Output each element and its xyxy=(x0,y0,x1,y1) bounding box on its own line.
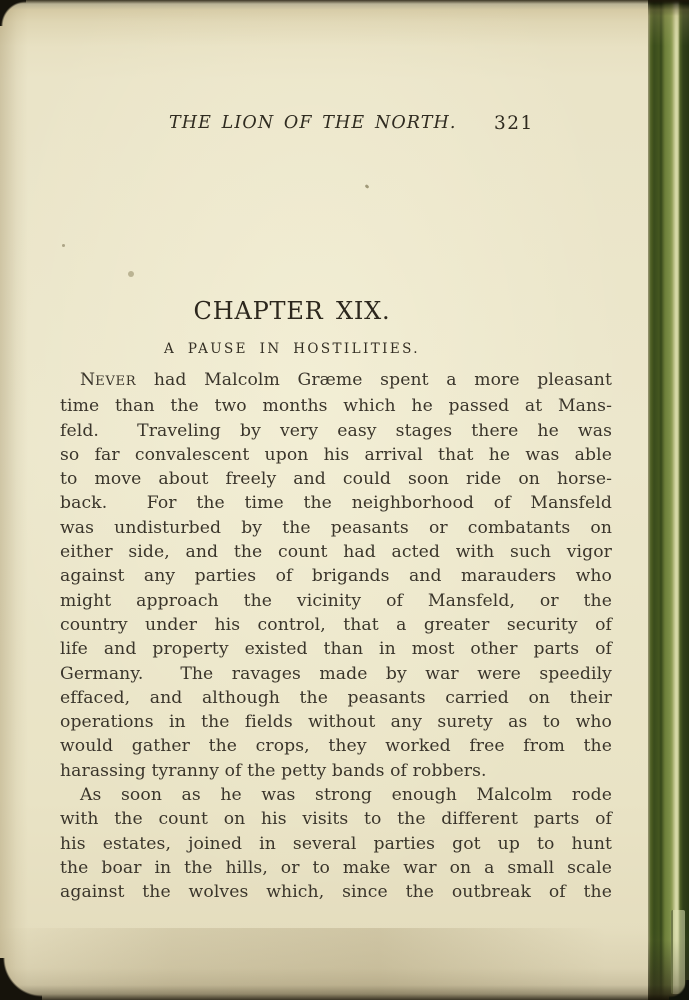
dropword-smallcaps: EVER xyxy=(95,374,137,389)
dropword-initial: N xyxy=(80,370,96,390)
paper-speck xyxy=(62,244,65,247)
chapter-subtitle: A PAUSE IN HOSTILITIES. xyxy=(163,341,421,357)
scan-corner-bottom-left xyxy=(0,958,42,1000)
text-line: effaced, and although the peasants carried on their xyxy=(60,687,612,708)
book-edge-inset xyxy=(671,910,685,994)
scan-corner-top-left xyxy=(0,0,26,26)
text-line: harassing tyranny of the petty bands of robbers. xyxy=(60,760,487,781)
text-line: Germany. The ravages made by war were speedily xyxy=(60,663,612,684)
text-line: feld. Traveling by very easy stages there he was xyxy=(60,420,612,441)
text-line: against any parties of brigands and marauders who xyxy=(60,566,612,587)
book-edge-stripe xyxy=(648,0,689,1000)
top-scan-shadow xyxy=(0,0,689,46)
text-line: might approach the vicinity of Mansfeld, or the xyxy=(60,590,612,611)
page-number: 321 xyxy=(494,113,534,134)
paper-speck xyxy=(128,271,134,277)
left-scan-shadow xyxy=(0,0,28,1000)
chapter-title: CHAPTER XIX. xyxy=(193,297,391,325)
text-line: time than the two months which he passed at Mans- xyxy=(60,396,612,417)
text-line: would gather the crops, they worked free from the xyxy=(60,736,612,757)
scan-corner-bottom-right xyxy=(669,980,689,1000)
text-line: country under his control, that a greater security of xyxy=(60,614,612,635)
text-line: against the wolves which, since the outbreak of the xyxy=(60,882,612,903)
text-line: so far convalescent upon his arrival that he was able xyxy=(60,444,612,465)
running-head xyxy=(0,113,689,139)
text-line: operations in the fields without any surety as to who xyxy=(60,712,612,733)
paper-speck xyxy=(365,184,370,189)
text-line: the boar in the hills, or to make war on a small scale xyxy=(60,857,612,878)
bottom-scan-shadow xyxy=(0,928,689,1000)
running-head-title: THE LION OF THE NORTH. xyxy=(169,113,457,133)
text-run: had Malcolm Græme spent a more pleasant xyxy=(136,370,612,390)
text-line: life and property existed than in most other parts of xyxy=(60,639,612,660)
text-line: with the count on his visits to the different parts of xyxy=(60,809,612,830)
text-line xyxy=(60,368,612,394)
text-line: either side, and the count had acted with such vigor xyxy=(60,542,612,563)
body-text xyxy=(60,368,612,905)
text-line: was undisturbed by the peasants or combatants on xyxy=(60,517,612,538)
text-line: back. For the time the neighborhood of Mansfeld xyxy=(60,493,612,514)
text-line: to move about freely and could soon ride on horse- xyxy=(60,469,612,490)
text-line: As soon as he was strong enough Malcolm rode xyxy=(80,785,612,806)
text-line: his estates, joined in several parties got up to hunt xyxy=(60,833,612,854)
